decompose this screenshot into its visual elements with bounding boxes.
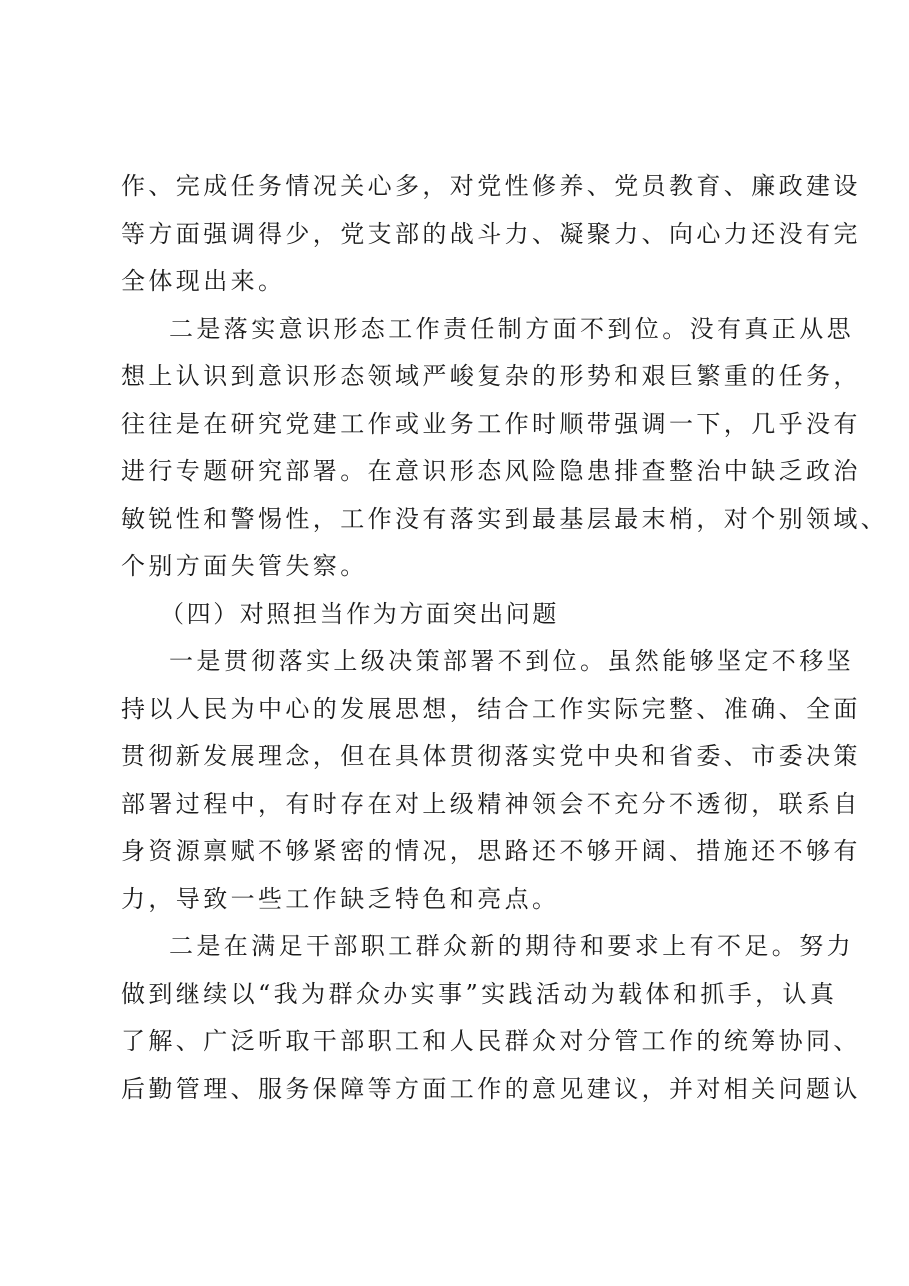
- paragraph-line: 想上认识到意识形态领域严峻复杂的形势和艰巨繁重的任务，: [121, 362, 861, 390]
- paragraph-line: 二是在满足干部职工群众新的期待和要求上有不足。努力: [169, 932, 854, 960]
- paragraph-line: 做到继续以“我为群众办实事”实践活动为载体和抓手，认真: [121, 980, 838, 1008]
- paragraph-line: 往往是在研究党建工作或业务工作时顺带强调一下，几乎没有: [121, 410, 861, 438]
- paragraph-line: 贯彻新发展理念，但在具体贯彻落实党中央和省委、市委决策: [121, 742, 861, 770]
- paragraph-line: 力，导致一些工作缺乏特色和亮点。: [121, 885, 560, 913]
- paragraph-line: 进行专题研究部署。在意识形态风险隐患排查整治中缺乏政治: [121, 457, 861, 485]
- paragraph-line: 个别方面失管失察。: [121, 552, 368, 580]
- paragraph-line: 部署过程中，有时存在对上级精神领会不充分不透彻，联系自: [121, 790, 861, 818]
- paragraph-line: 全体现出来。: [121, 267, 286, 295]
- paragraph-line: 敏锐性和警惕性，工作没有落实到最基层最末梢，对个别领域、: [121, 505, 889, 533]
- paragraph-line: 一是贯彻落实上级决策部署不到位。虽然能够坚定不移坚: [169, 647, 854, 675]
- paragraph-line: 持以人民为中心的发展思想，结合工作实际完整、准确、全面: [121, 695, 861, 723]
- section-heading: （四）对照担当作为方面突出问题: [160, 600, 559, 628]
- paragraph-line: 身资源禀赋不够紧密的情况，思路还不够开阔、措施还不够有: [121, 837, 861, 865]
- paragraph-line: 了解、广泛听取干部职工和人民群众对分管工作的统筹协同、: [121, 1027, 861, 1055]
- paragraph-line: 二是落实意识形态工作责任制方面不到位。没有真正从思: [169, 315, 854, 343]
- paragraph-line: 作、完成任务情况关心多，对党性修养、党员教育、廉政建设: [121, 172, 861, 200]
- paragraph-line: 等方面强调得少，党支部的战斗力、凝聚力、向心力还没有完: [121, 220, 861, 248]
- paragraph-line: 后勤管理、服务保障等方面工作的意见建议，并对相关问题认: [121, 1075, 861, 1103]
